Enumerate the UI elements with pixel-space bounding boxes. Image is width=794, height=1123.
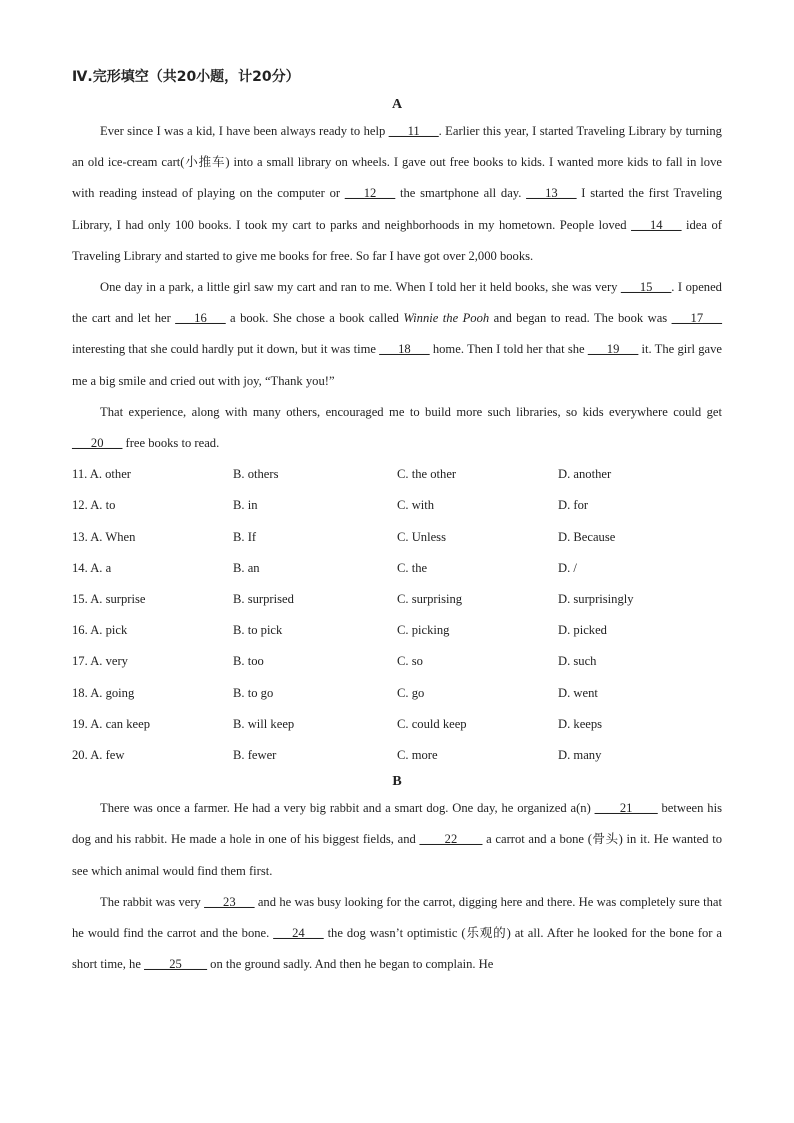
blank: ___12___	[344, 186, 396, 201]
blank: ___11___	[388, 124, 439, 138]
exam-page	[72, 64, 722, 980]
blank: ___17___	[671, 311, 722, 326]
option-choice: D. Because	[558, 529, 616, 544]
question-option-row	[72, 490, 722, 521]
option-choice: B. If	[233, 529, 257, 544]
passage-text: it. The girl gave me a big smile and cried out with joy, “Thank you!”	[72, 342, 722, 388]
option-choice: B. an	[233, 560, 260, 575]
passage-text: That experience, along with many others, encouraged me to build more such libraries, so kids everywhere could get	[100, 404, 722, 419]
option-choice: D. another	[558, 467, 612, 482]
option-choice: 11. A. other	[72, 467, 131, 482]
option-choice: D. for	[558, 498, 589, 513]
passage-text: on the ground sadly. And then he began to complain. He	[207, 957, 494, 972]
question-option-row	[72, 553, 722, 584]
question-option-row	[72, 740, 722, 771]
option-choice: B. to pick	[233, 623, 283, 638]
option-choice: B. to go	[233, 685, 274, 700]
passage-text: and began to read. The book was	[489, 311, 672, 326]
passage-text: a book. She chose a book called	[225, 311, 404, 326]
passage-text: free books to read.	[122, 436, 220, 451]
blank: ____21____	[594, 801, 658, 816]
option-choice: C. go	[397, 685, 425, 700]
blank: ___19___	[587, 342, 639, 357]
passage-text: the smartphone all day.	[395, 186, 527, 201]
passage-text: and he was busy looking for the carrot, digging here and there. He was completely sure that he would find the carrot and the bone.	[72, 894, 723, 940]
question-option-row	[72, 459, 722, 490]
part-b-paragraph	[72, 793, 722, 887]
option-choice: B. fewer	[233, 747, 277, 762]
blank: ___14___	[631, 217, 682, 232]
blank: ___18___	[379, 342, 430, 357]
option-choice: 17. A. very	[72, 654, 128, 669]
blank: ___24___	[273, 925, 324, 940]
option-choice: 15. A. surprise	[72, 591, 146, 606]
option-choice: B. will keep	[233, 716, 295, 731]
option-choice: C. could keep	[397, 716, 467, 731]
option-choice: B. others	[233, 467, 279, 482]
passage-text: a carrot and a bone (骨头) in it. He wanted to see which animal would find them first.	[72, 832, 722, 878]
option-choice: 16. A. pick	[72, 623, 128, 638]
passage-text: interesting that she could hardly put it down, but it was time	[72, 342, 380, 357]
part-a-paragraph	[72, 272, 722, 397]
part-b-paragraph	[72, 887, 722, 981]
part-a-options	[72, 459, 722, 771]
part-a-paragraph	[72, 397, 722, 459]
option-choice: C. surprising	[397, 591, 463, 606]
option-choice: C. more	[397, 747, 438, 762]
option-choice: D. picked	[558, 623, 607, 638]
part-a-title: A	[391, 97, 403, 112]
passage-text: The rabbit was very	[100, 894, 205, 909]
option-choice: 14. A. a	[72, 560, 112, 575]
question-option-row	[72, 615, 722, 646]
part-a-passage	[72, 116, 722, 459]
option-choice: D. keeps	[558, 716, 603, 731]
blank: ___15___	[620, 280, 672, 295]
option-choice: 19. A. can keep	[72, 716, 150, 731]
question-option-row	[72, 584, 722, 615]
option-choice: C. with	[397, 498, 435, 513]
passage-text: home. Then I told her that she	[429, 342, 588, 357]
question-option-row	[72, 678, 722, 709]
passage-text: One day in a park, a little girl saw my cart and ran to me. When I told her it held books, she was very	[100, 280, 621, 295]
question-option-row	[72, 522, 722, 553]
part-a-paragraph	[72, 116, 722, 272]
option-choice: D. went	[558, 685, 598, 700]
option-choice: D. many	[558, 747, 602, 762]
option-choice: C. Unless	[397, 529, 446, 544]
blank: ___13___	[526, 186, 577, 201]
passage-text: Ever since I was a kid, I have been always ready to help	[100, 124, 389, 138]
option-choice: C. the other	[397, 467, 457, 482]
passage-text: There was once a farmer. He had a very big rabbit and a smart dog. One day, he organized a(n)	[100, 801, 595, 816]
passage-text: between his dog and his rabbit. He made a hole in one of his biggest fields, and	[72, 801, 722, 847]
option-choice: C. so	[397, 654, 423, 669]
passage-text: idea of Traveling Library and started to give me books for free. So far I have got over 2,000 books.	[72, 217, 723, 263]
passage-text: . Earlier this year, I started Traveling Library by turning an old ice-cream cart(小推车) into a small library on wheels. I gave out free books to kids. I wanted more kids to fall in love with reading instead of playing on the computer or	[72, 124, 722, 201]
option-choice: 18. A. going	[72, 685, 135, 700]
blank: ____25____	[144, 957, 208, 972]
passage-text: the dog wasn’t optimistic (乐观的) at all. After he looked for the bone for a short time, he	[72, 925, 722, 972]
option-choice: B. too	[233, 654, 264, 669]
question-option-row	[72, 709, 722, 740]
option-choice: 20. A. few	[72, 747, 125, 762]
option-choice: D. surprisingly	[558, 591, 634, 606]
blank: ___23___	[204, 894, 255, 909]
blank: ___20___	[72, 436, 123, 451]
question-option-row	[72, 646, 722, 677]
blank: ____22____	[419, 832, 483, 847]
option-choice: B. in	[233, 498, 258, 513]
option-choice: 12. A. to	[72, 498, 116, 513]
passage-text: I started the first Traveling Library, I had only 100 books. I took my cart to parks and neighborhoods in my hometown. People loved	[72, 186, 722, 232]
book-title: Winnie the Pooh	[403, 311, 490, 326]
option-choice: C. the	[397, 560, 428, 575]
part-b-passage	[72, 793, 722, 980]
option-choice: D. such	[558, 654, 597, 669]
option-choice: B. surprised	[233, 591, 294, 606]
part-b-title: B	[392, 774, 402, 790]
option-choice: 13. A. When	[72, 529, 136, 544]
section-title: Ⅳ.完形填空（共20小题，计20分）	[72, 69, 300, 85]
blank: ___16___	[175, 311, 226, 326]
option-choice: D. /	[558, 560, 577, 575]
passage-text: . I opened the cart and let her	[72, 280, 722, 326]
option-choice: C. picking	[397, 623, 450, 638]
